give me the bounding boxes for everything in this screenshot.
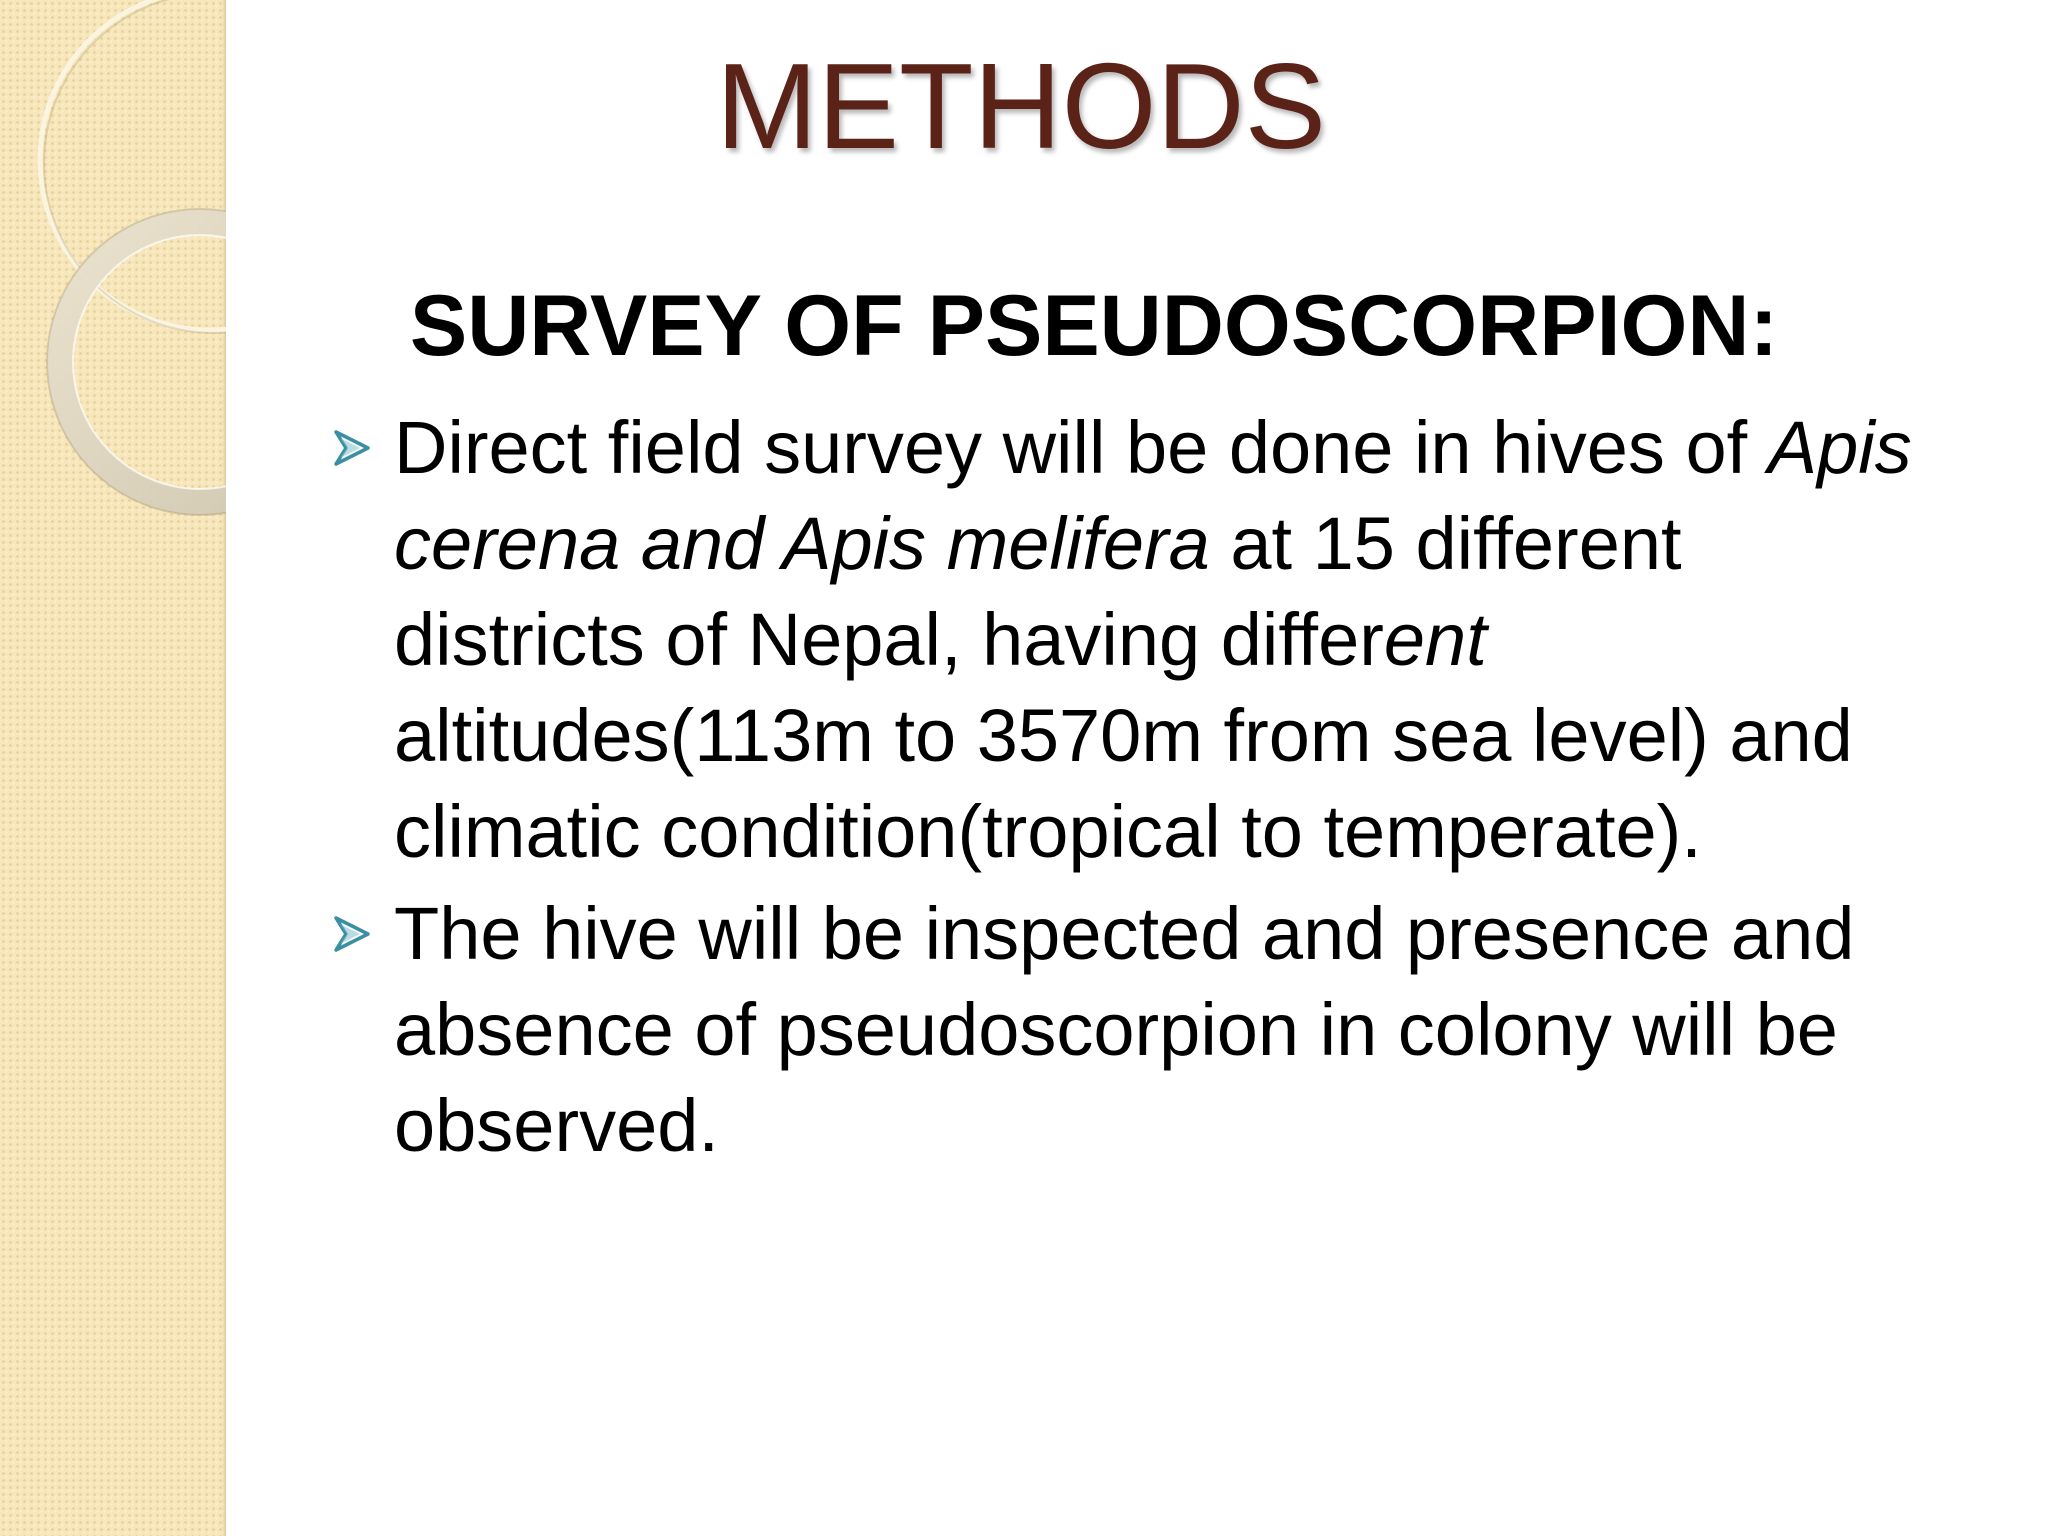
bullet-text-segment-italic: Apis cerena and Apis melifera bbox=[394, 406, 1912, 585]
arrowhead-bullet-icon bbox=[330, 912, 374, 956]
section-heading: SURVEY OF PSEUDOSCORPION: bbox=[409, 278, 1779, 374]
bullet-text-segment: Direct field survey will be done in hives of bbox=[394, 406, 1768, 489]
bullet-text-segment: altitudes(113m to 3570m from sea level) and climatic condition(tropical to temperate). bbox=[394, 694, 1853, 873]
bullet-text-segment: at 15 different districts of Nepal, having differ bbox=[394, 502, 1682, 681]
arrowhead-bullet-icon bbox=[330, 426, 374, 470]
bullet-text-segment: The hive will be inspected and presence and absence of pseudoscorpion in colony will be observed. bbox=[394, 892, 1855, 1167]
slide-title: METHODS bbox=[716, 38, 1326, 174]
bullet-item bbox=[330, 400, 1950, 880]
decorative-rings bbox=[0, 0, 240, 520]
bullet-list bbox=[330, 400, 1950, 1174]
bullet-item bbox=[330, 886, 1950, 1174]
bullet-text-segment-italic: ent bbox=[1383, 598, 1487, 681]
